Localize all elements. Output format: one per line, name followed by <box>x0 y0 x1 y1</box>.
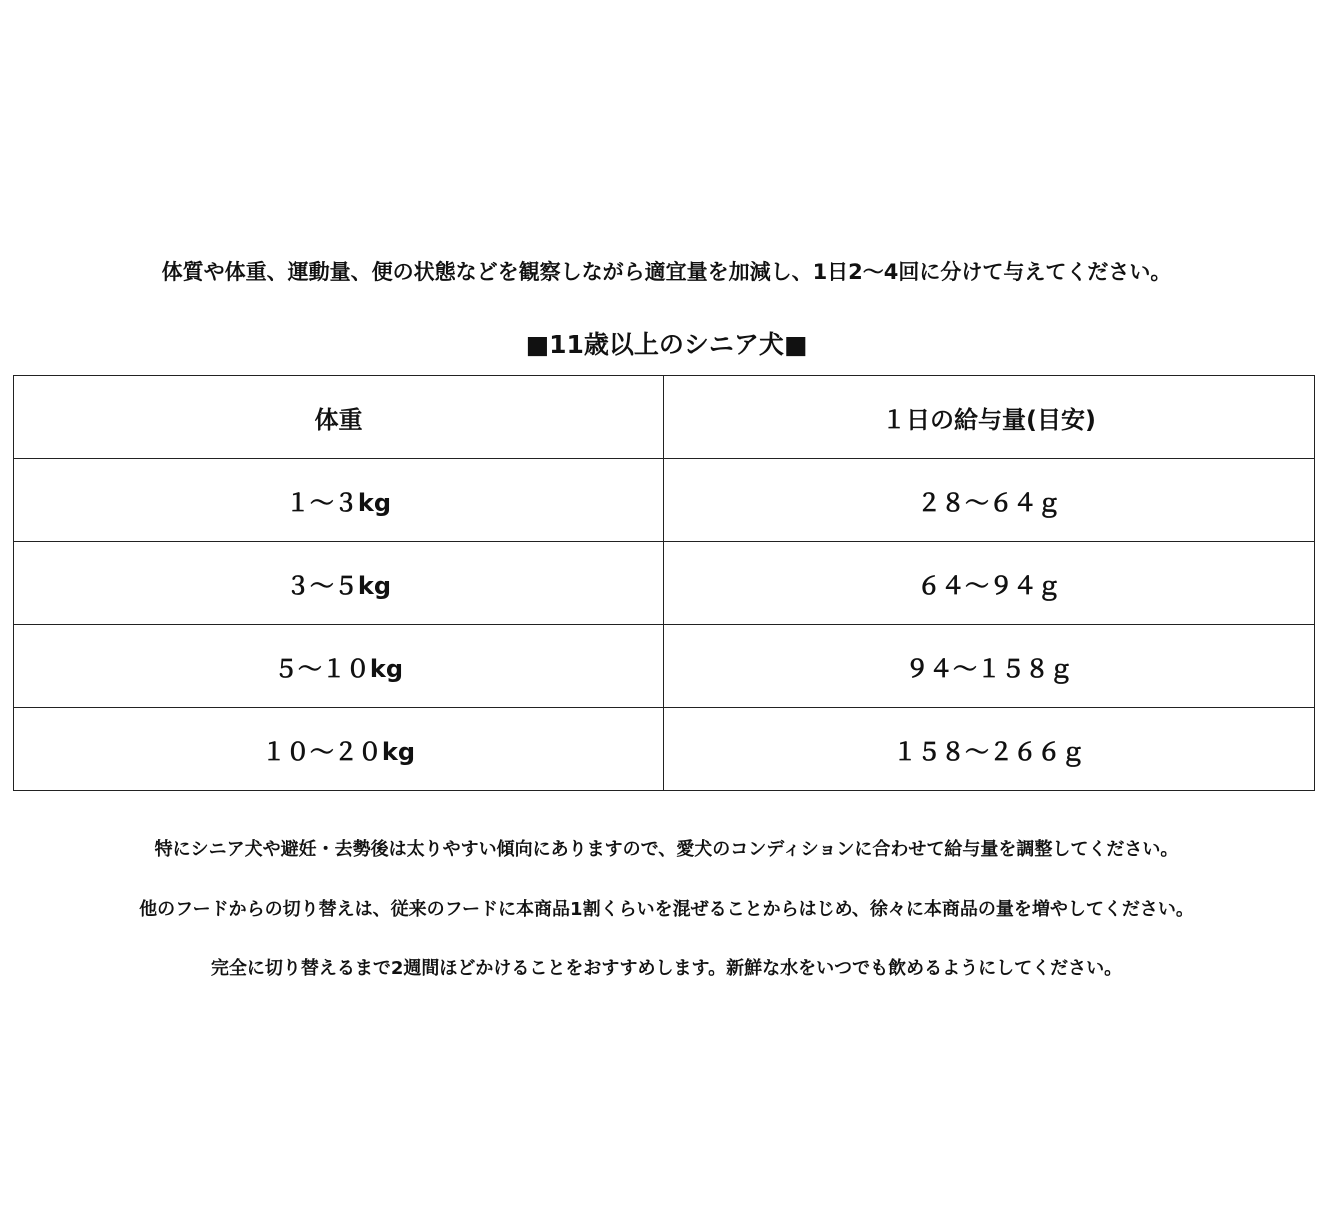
amount-cell: １５８～２６６ｇ <box>664 708 1315 791</box>
note-water: 完全に切り替えるまで2週間ほどかけることをおすすめします。新鮮な水をいつでも飲めるようにしてください。 <box>210 958 1123 979</box>
intro-text: 体質や体重、運動量、便の状態などを観察しながら適宜量を加減し、1日2～4回に分けて与えてください。 <box>161 260 1172 284</box>
table-row <box>14 542 1315 625</box>
note-senior-adjustment: 特にシニア犬や避妊・去勢後は太りやすい傾向にありますので、愛犬のコンディションに合わせて給与量を調整してください。 <box>154 839 1179 860</box>
section-title: ■11歳以上のシニア犬■ <box>525 330 808 359</box>
table-header-row <box>14 376 1315 459</box>
table-row <box>14 625 1315 708</box>
weight-cell: １～３kg <box>14 459 664 542</box>
table-row <box>14 708 1315 791</box>
table-row <box>14 459 1315 542</box>
amount-cell: ６４～９４ｇ <box>664 542 1315 625</box>
weight-cell: ５～１０kg <box>14 625 664 708</box>
amount-cell: ２８～６４ｇ <box>664 459 1315 542</box>
header-daily-amount: １日の給与量(目安) <box>664 376 1315 459</box>
note-food-transition: 他のフードからの切り替えは、従来のフードに本商品1割くらいを混ぜることからはじめ、徐々に本商品の量を増やしてください。 <box>139 899 1194 920</box>
amount-cell: ９４～１５８ｇ <box>664 625 1315 708</box>
header-weight: 体重 <box>14 376 664 459</box>
weight-cell: ３～５kg <box>14 542 664 625</box>
feeding-table <box>13 375 1315 791</box>
weight-cell: １０～２０kg <box>14 708 664 791</box>
